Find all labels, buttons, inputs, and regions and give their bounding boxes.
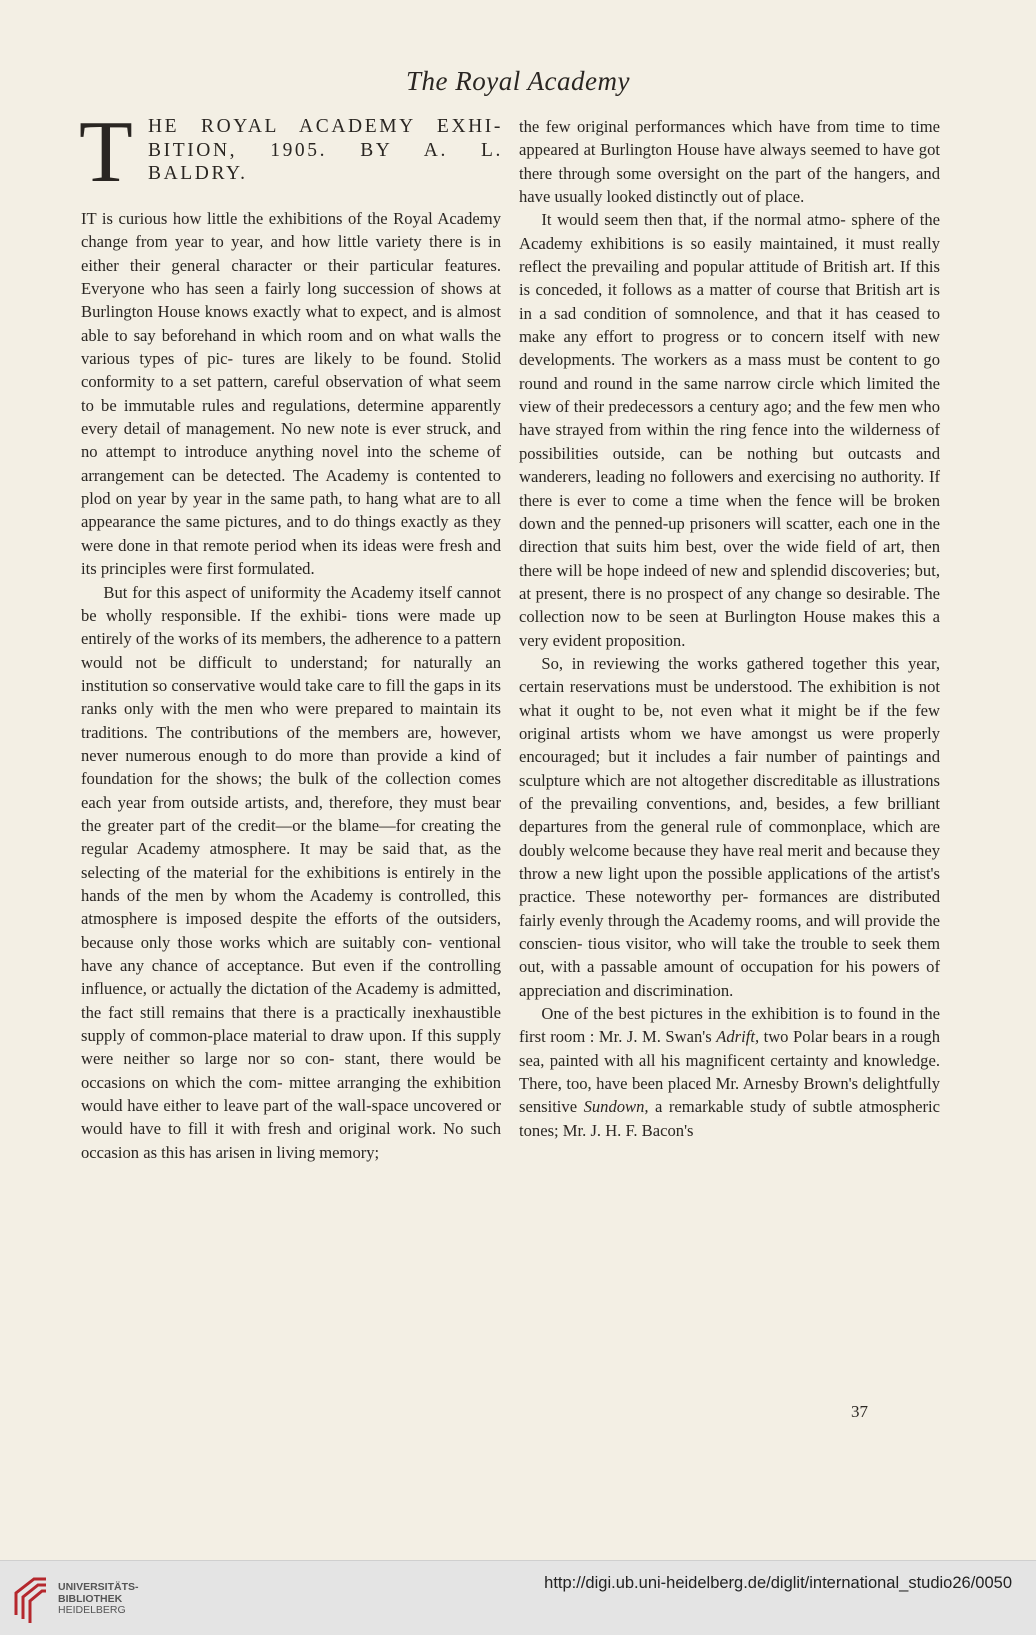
library-logo-icon: [12, 1575, 50, 1625]
paragraph: the few original performances which have from time to time appeared at Burlington House have always seemed to have got there through some oversight on the part of the hangers, and have usually looked distinctly out of place.: [519, 117, 940, 207]
left-column: [79, 104, 503, 1164]
title-line: HE ROYAL ACADEMY EXHI-: [148, 116, 503, 137]
text-run: two Polar bears in a rough sea, painted with all his magnificent certainty and knowledge. There, too, have been placed Mr. Arnesby Brown's delightfully sensitive: [519, 1027, 941, 1117]
text-run: One of the best pictures in the exhibition is to found in the first room : Mr. J. M. Swan's: [519, 1004, 940, 1047]
source-url-link[interactable]: http://digi.ub.uni-heidelberg.de/diglit/international_studio26/0050: [544, 1574, 1012, 1592]
library-name: [58, 1582, 139, 1617]
paragraph: IT is curious how little the exhibitions of the Royal Academy change from year to year, and how little variety there is in either their general character or their particular features. Everyone who has seen a fairly long succession of shows at Burlington House knows exactly what to expect, and is almost able to say beforehand in which room and on what walls the various types of pic- tures are likely to be found. Stolid conformity to a set pattern, careful observation of what seem to be immutable rules and regulations, determine apparently every detail of management. No new note is ever struck, and no attempt to introduce anything novel into the scheme of arrangement can be detected. The Academy is contented to plod on year by year in the same path, to hang what are to all appearance the same pictures, and to do things exactly as they were done in that remote period when its ideas were fresh and its principles were first formulated.: [81, 209, 501, 579]
library-name-line: UNIVERSITÄTS-: [58, 1581, 139, 1593]
digitization-footer: [0, 1560, 1036, 1635]
page-number: 37: [851, 1402, 868, 1421]
article-title: [148, 115, 503, 186]
title-line: BITION, 1905. BY A. L.: [148, 139, 503, 161]
paragraph: But for this aspect of uniformity the Academy itself cannot be wholly responsible. If the exhibi- tions were made up entirely of the works of its members, the adherence to a pattern would not be difficult to understand; for naturally an institution so conservative would take care to fill the gaps in its ranks only with the men who were prepared to maintain its traditions. The contributions of the members are, however, never numerous enough to do more than provide a kind of foundation for the shows; the bulk of the collection comes each year from outside artists, and, therefore, they must bear the greater part of the credit—or the blame—for creating the regular Academy atmosphere. It may be said that, as the selecting of the material for the exhibitions is entirely in the hands of the men by whom the Academy is controlled, this atmosphere is imposed despite the efforts of the outsiders, because only those works which are suitably con- ventional have any chance of acceptance. But even if the controlling influence, or actually the dictation of the Academy is admitted, the fact still remains that there is a practically inexhaustible supply of common-place material to draw upon. If this supply were neither so large nor so con- stant, there would be occasions on which the com- mittee arranging the exhibition would have either to leave part of the wall-space uncovered or would have to fill it with fresh and original work. No such occasion as this has arisen in living memory;: [81, 582, 501, 1162]
library-name-line: BIBLIOTHEK: [58, 1592, 123, 1605]
library-name-line: HEIDELBERG: [58, 1604, 126, 1616]
drop-cap: T: [79, 104, 136, 201]
text-run: a remarkable study of subtle atmospheric tones; Mr. J. H. F. Bacon's: [519, 1097, 940, 1140]
paragraph: [519, 1002, 940, 1142]
artwork-title: Sundown,: [583, 1097, 649, 1117]
article-heading: [79, 104, 503, 207]
artwork-title: Adrift,: [716, 1027, 760, 1047]
title-line: BALDRY.: [148, 163, 248, 184]
paragraph: It would seem then that, if the normal atmo- sphere of the Academy exhibitions is so easily maintained, it must really reflect the prevailing and popular attitude of British art. If this is conceded, it follows as a matter of course that British art is in a sad condition of somnolence, and that it has ceased to make any effort to progress or to concern itself with new developments. The workers as a mass must be content to go round and round in the same narrow circle which limited the view of their predecessors a century ago; and the few men who have strayed from within the ring fence into the wilderness of possibilities outside, can be nothing but outcasts and wanderers, leading no followers and exercising no authority. If there is ever to come a time when the fence will be broken down and the penned-up prisoners will scatter, each one in the direction that suits him best, over the wide field of art, then there will be hope indeed of new and splendid discoveries; but, at present, there is no prospect of any change so desirable. The collection now to be seen at Burlington House makes this a very evident proposition.: [519, 210, 940, 650]
paragraph: So, in reviewing the works gathered together this year, certain reservations must be understood. The exhibition is not what it ought to be, not even what it might be if the few original artists whom we have amongst us were properly encouraged; but it includes a fair number of paintings and sculpture which are not altogether discreditable as illustrations of the prevailing conventions, and, besides, a few brilliant departures from the general rule of commonplace, which are doubly welcome because they have real merit and because they throw a new light upon the possible applications of the artist's practice. These noteworthy per- formances are distributed fairly evenly through the Academy rooms, and will provide the conscien- tious visitor, who will take the trouble to seek them out, with a passable amount of occupation for his powers of appreciation and discrimination.: [519, 653, 940, 1000]
right-column: [519, 115, 940, 1142]
running-head: The Royal Academy: [406, 66, 630, 96]
